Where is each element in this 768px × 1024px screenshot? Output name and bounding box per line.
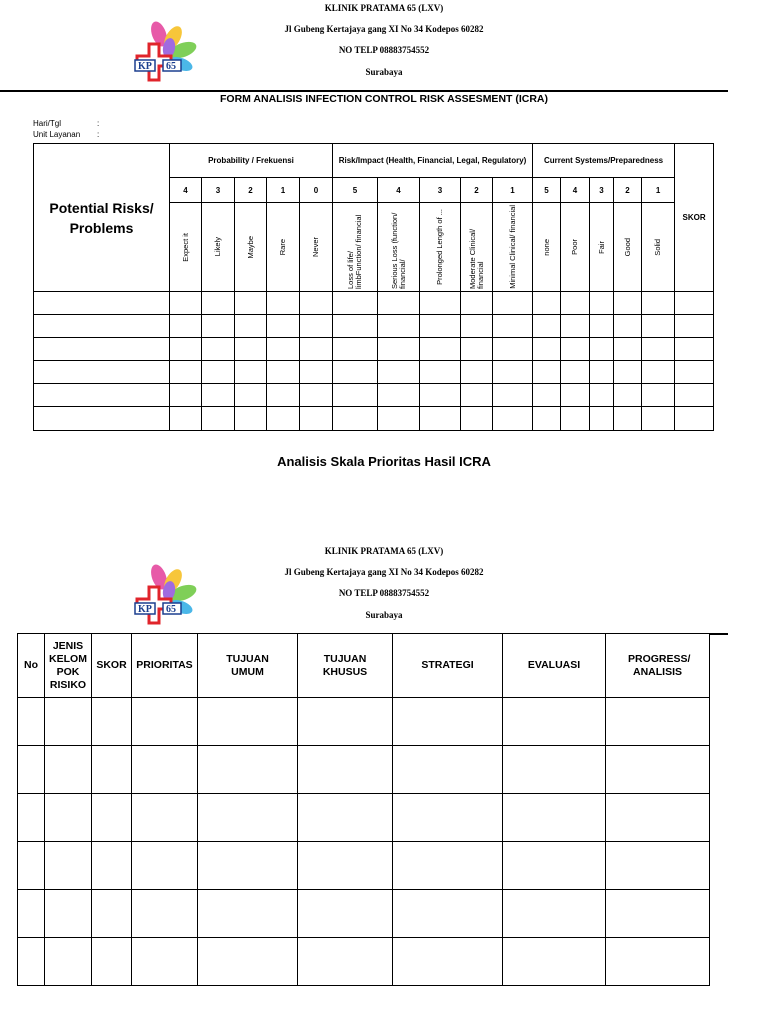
icra-input-cell[interactable] [300,292,333,315]
priority-input-cell[interactable] [198,842,298,890]
systems-score-4: 1 [642,178,675,203]
systems-score-3: 2 [614,178,642,203]
icra-input-cell[interactable] [561,361,590,384]
icra-input-cell[interactable] [533,384,561,407]
icra-input-cell[interactable] [614,407,642,431]
icra-input-cell[interactable] [34,361,170,384]
icra-input-cell[interactable] [333,292,378,315]
probability-label-0: Expect it [180,232,190,262]
icra-input-cell[interactable] [461,384,493,407]
priority-input-cell[interactable] [393,698,503,746]
priority-input-cell[interactable] [18,746,45,794]
systems-label-cell-3 [614,203,642,292]
systems-header: Current Systems/Preparedness [533,144,675,178]
clinic-name-2: KLINIK PRATAMA 65 (LXV) [324,546,444,556]
priority-input-cell[interactable] [45,794,92,842]
unit-colon: : [97,130,100,139]
risk-label-cell-1 [378,203,420,292]
priority-input-cell[interactable] [298,890,393,938]
priority-header-0: No [18,634,45,698]
priority-input-cell[interactable] [18,890,45,938]
hari-colon: : [97,119,100,128]
priority-input-cell[interactable] [198,794,298,842]
icra-input-cell[interactable] [267,292,300,315]
priority-input-cell[interactable] [606,746,710,794]
priority-input-cell[interactable] [92,794,132,842]
icra-input-cell[interactable] [420,338,461,361]
icra-input-cell[interactable] [34,315,170,338]
icra-input-cell[interactable] [300,407,333,431]
icra-input-cell[interactable] [590,361,614,384]
systems-label-1: Poor [570,239,580,255]
clinic-city: Surabaya [365,67,403,77]
icra-input-cell[interactable] [378,338,420,361]
priority-input-cell[interactable] [92,842,132,890]
icra-input-cell[interactable] [235,338,267,361]
priority-rule-ext [709,633,728,635]
priority-input-cell[interactable] [45,698,92,746]
risk-label-1: Serious Loss (function/ financial/ [389,212,407,289]
icra-input-cell[interactable] [561,315,590,338]
icra-input-cell[interactable] [235,315,267,338]
priority-input-cell[interactable] [298,698,393,746]
icra-input-cell[interactable] [590,315,614,338]
icra-input-cell[interactable] [642,315,675,338]
svg-text:65: 65 [166,61,176,72]
clinic-name: KLINIK PRATAMA 65 (LXV) [324,3,444,13]
priority-header-1: JENIS KELOM POK RISIKO [45,634,92,698]
icra-input-cell[interactable] [493,338,533,361]
risk-label-2: Prolonged Length of ... [435,209,445,285]
icra-table [33,143,714,431]
systems-label-2: Fair [596,240,606,254]
priority-input-cell[interactable] [198,746,298,794]
priority-input-cell[interactable] [132,746,198,794]
clinic-phone: NO TELP 08883754552 [338,45,430,55]
risk-header: Risk/Impact (Health, Financial, Legal, Regulatory) [333,144,533,178]
icra-input-cell[interactable] [267,315,300,338]
icra-input-cell[interactable] [533,292,561,315]
icra-input-cell[interactable] [170,384,202,407]
header-rule [0,90,728,92]
icra-input-cell[interactable] [267,338,300,361]
icra-input-cell[interactable] [170,407,202,431]
risk-score-4: 1 [493,178,533,203]
probability-label-cell-1 [202,203,235,292]
priority-input-cell[interactable] [45,842,92,890]
systems-label-3: Good [622,237,632,257]
icra-input-cell[interactable] [333,407,378,431]
hari-field [33,119,100,128]
risk-label-4: Minimal Clinical/ financial [507,205,517,289]
icra-input-cell[interactable] [170,338,202,361]
icra-input-cell[interactable] [675,407,714,431]
probability-score-0: 4 [170,178,202,203]
svg-text:KP: KP [138,61,152,72]
priority-input-cell[interactable] [298,842,393,890]
clinic-address: Jl Gubeng Kertajaya gang XI No 34 Kodepos 60282 [284,24,484,34]
priority-input-cell[interactable] [503,842,606,890]
priority-input-cell[interactable] [503,746,606,794]
icra-input-cell[interactable] [300,384,333,407]
icra-input-cell[interactable] [590,407,614,431]
clinic-phone-2: NO TELP 08883754552 [338,588,430,598]
risk-label-cell-4 [493,203,533,292]
clinic-address-2: Jl Gubeng Kertajaya gang XI No 34 Kodepos 60282 [284,567,484,577]
icra-input-cell[interactable] [333,384,378,407]
priority-input-cell[interactable] [503,938,606,986]
icra-input-cell[interactable] [675,384,714,407]
priority-input-cell[interactable] [92,938,132,986]
icra-input-cell[interactable] [202,338,235,361]
icra-input-cell[interactable] [561,384,590,407]
probability-score-1: 3 [202,178,235,203]
priority-input-cell[interactable] [393,794,503,842]
risk-score-2: 3 [420,178,461,203]
section2-title: Analisis Skala Prioritas Hasil ICRA [277,454,491,469]
systems-label-0: none [541,238,551,256]
priority-input-cell[interactable] [18,938,45,986]
icra-input-cell[interactable] [378,384,420,407]
clinic-logo-2 [133,563,203,629]
icra-input-cell[interactable] [34,338,170,361]
probability-label-cell-3 [267,203,300,292]
icra-input-cell[interactable] [202,292,235,315]
icra-input-cell[interactable] [300,338,333,361]
priority-input-cell[interactable] [92,890,132,938]
priority-input-cell[interactable] [18,698,45,746]
risk-score-3: 2 [461,178,493,203]
icra-input-cell[interactable] [202,315,235,338]
priority-table-row [18,842,710,890]
icra-input-cell[interactable] [642,407,675,431]
systems-label-4: Solid [653,238,663,256]
priority-input-cell[interactable] [92,746,132,794]
icra-input-cell[interactable] [333,315,378,338]
icra-table-row [34,407,714,431]
priority-input-cell[interactable] [606,842,710,890]
icra-input-cell[interactable] [202,361,235,384]
icra-input-cell[interactable] [675,292,714,315]
probability-label-cell-4 [300,203,333,292]
icra-table-row [34,384,714,407]
priority-input-cell[interactable] [298,938,393,986]
icra-input-cell[interactable] [642,292,675,315]
priority-table-row [18,746,710,794]
icra-input-cell[interactable] [300,361,333,384]
priority-input-cell[interactable] [503,794,606,842]
form-title: FORM ANALISIS INFECTION CONTROL RISK ASSESMENT (ICRA) [219,93,549,105]
icra-table-row [34,338,714,361]
icra-input-cell[interactable] [378,315,420,338]
probability-score-3: 1 [267,178,300,203]
probability-label-3: Rare [278,238,287,256]
risk-label-cell-0 [333,203,378,292]
icra-input-cell[interactable] [461,315,493,338]
icra-input-cell[interactable] [590,384,614,407]
priority-header-4: TUJUAN UMUM [198,634,298,698]
clinic-city-2: Surabaya [365,610,403,620]
icra-input-cell[interactable] [614,338,642,361]
unit-field [33,130,100,139]
priority-table-row [18,890,710,938]
probability-label-2: Maybe [245,235,255,259]
icra-input-cell[interactable] [675,315,714,338]
icra-input-cell[interactable] [333,338,378,361]
icra-input-cell[interactable] [267,384,300,407]
icra-input-cell[interactable] [590,292,614,315]
icra-input-cell[interactable] [34,407,170,431]
icra-input-cell[interactable] [675,361,714,384]
icra-input-cell[interactable] [267,361,300,384]
priority-table-row [18,698,710,746]
icra-input-cell[interactable] [170,361,202,384]
risk-label-cell-2 [420,203,461,292]
svg-text:KP: KP [138,604,152,615]
systems-score-1: 4 [561,178,590,203]
priority-input-cell[interactable] [132,938,198,986]
probability-header: Probability / Frekuensi [170,144,333,178]
priority-header-2: SKOR [92,634,132,698]
icra-input-cell[interactable] [614,361,642,384]
priority-input-cell[interactable] [198,938,298,986]
icra-input-cell[interactable] [642,384,675,407]
priority-input-cell[interactable] [45,938,92,986]
icra-input-cell[interactable] [420,292,461,315]
icra-input-cell[interactable] [202,384,235,407]
systems-label-cell-1 [561,203,590,292]
priority-input-cell[interactable] [393,890,503,938]
icra-input-cell[interactable] [493,292,533,315]
potential-risks-label: Potential Risks/ Problems [49,199,154,236]
icra-input-cell[interactable] [202,407,235,431]
systems-label-cell-0 [533,203,561,292]
icra-input-cell[interactable] [461,361,493,384]
icra-input-cell[interactable] [590,338,614,361]
icra-input-cell[interactable] [420,361,461,384]
priority-input-cell[interactable] [393,938,503,986]
icra-input-cell[interactable] [235,384,267,407]
systems-score-0: 5 [533,178,561,203]
priority-input-cell[interactable] [393,746,503,794]
icra-input-cell[interactable] [533,338,561,361]
priority-header-3: PRIORITAS [132,634,198,698]
icra-input-cell[interactable] [378,407,420,431]
risk-label-0: Loss of life/ limbFunction/ financial [346,214,364,289]
priority-header-6: STRATEGI [393,634,503,698]
systems-score-2: 3 [590,178,614,203]
unit-label: Unit Layanan [33,130,81,139]
priority-input-cell[interactable] [198,890,298,938]
priority-input-cell[interactable] [198,698,298,746]
icra-input-cell[interactable] [493,407,533,431]
icra-input-cell[interactable] [267,407,300,431]
probability-label-1: Likely [213,237,222,257]
priority-input-cell[interactable] [298,794,393,842]
icra-input-cell[interactable] [235,407,267,431]
icra-input-cell[interactable] [34,292,170,315]
systems-label-cell-2 [590,203,614,292]
priority-header-7: EVALUASI [503,634,606,698]
icra-input-cell[interactable] [533,407,561,431]
priority-input-cell[interactable] [606,698,710,746]
icra-input-cell[interactable] [461,292,493,315]
probability-label-cell-0 [170,203,202,292]
priority-input-cell[interactable] [18,794,45,842]
icra-input-cell[interactable] [420,407,461,431]
priority-input-cell[interactable] [45,890,92,938]
icra-input-cell[interactable] [642,338,675,361]
priority-input-cell[interactable] [132,698,198,746]
icra-input-cell[interactable] [333,361,378,384]
probability-score-2: 2 [235,178,267,203]
priority-input-cell[interactable] [18,842,45,890]
icra-input-cell[interactable] [533,315,561,338]
icra-input-cell[interactable] [493,384,533,407]
priority-input-cell[interactable] [298,746,393,794]
clinic-logo [133,20,203,86]
priority-table [17,633,710,986]
icra-input-cell[interactable] [493,361,533,384]
priority-input-cell[interactable] [606,938,710,986]
systems-label-cell-4 [642,203,675,292]
icra-input-cell[interactable] [420,315,461,338]
icra-input-cell[interactable] [642,361,675,384]
icra-input-cell[interactable] [614,384,642,407]
icra-table-row [34,315,714,338]
hari-label: Hari/Tgl [33,119,62,128]
priority-input-cell[interactable] [503,890,606,938]
icra-input-cell[interactable] [300,315,333,338]
probability-label-cell-2 [235,203,267,292]
priority-input-cell[interactable] [503,698,606,746]
icra-input-cell[interactable] [614,315,642,338]
icra-input-cell[interactable] [533,361,561,384]
risk-score-1: 4 [378,178,420,203]
icra-input-cell[interactable] [461,338,493,361]
icra-input-cell[interactable] [378,361,420,384]
icra-input-cell[interactable] [461,407,493,431]
icra-input-cell[interactable] [34,384,170,407]
svg-text:65: 65 [166,604,176,615]
icra-input-cell[interactable] [378,292,420,315]
probability-score-4: 0 [300,178,333,203]
risk-score-0: 5 [333,178,378,203]
priority-table-row [18,938,710,986]
probability-label-4: Never [311,236,320,257]
potential-risks-header [34,144,170,292]
icra-input-cell[interactable] [561,292,590,315]
priority-input-cell[interactable] [132,890,198,938]
icra-input-cell[interactable] [675,338,714,361]
risk-label-cell-3 [461,203,493,292]
priority-input-cell[interactable] [132,842,198,890]
icra-input-cell[interactable] [235,361,267,384]
priority-input-cell[interactable] [393,842,503,890]
priority-input-cell[interactable] [45,746,92,794]
icra-input-cell[interactable] [614,292,642,315]
priority-input-cell[interactable] [606,794,710,842]
icra-input-cell[interactable] [493,315,533,338]
icra-table-row [34,292,714,315]
icra-input-cell[interactable] [170,292,202,315]
priority-header-5: TUJUAN KHUSUS [298,634,393,698]
icra-input-cell[interactable] [561,338,590,361]
risk-label-3: Moderate Clinical/ financial [467,228,485,289]
skor-header: SKOR [675,144,714,292]
icra-input-cell[interactable] [170,315,202,338]
priority-input-cell[interactable] [606,890,710,938]
priority-header-8: PROGRESS/ ANALISIS [606,634,710,698]
icra-table-row [34,361,714,384]
priority-input-cell[interactable] [92,698,132,746]
priority-table-row [18,794,710,842]
priority-input-cell[interactable] [132,794,198,842]
icra-input-cell[interactable] [561,407,590,431]
icra-input-cell[interactable] [420,384,461,407]
icra-input-cell[interactable] [235,292,267,315]
